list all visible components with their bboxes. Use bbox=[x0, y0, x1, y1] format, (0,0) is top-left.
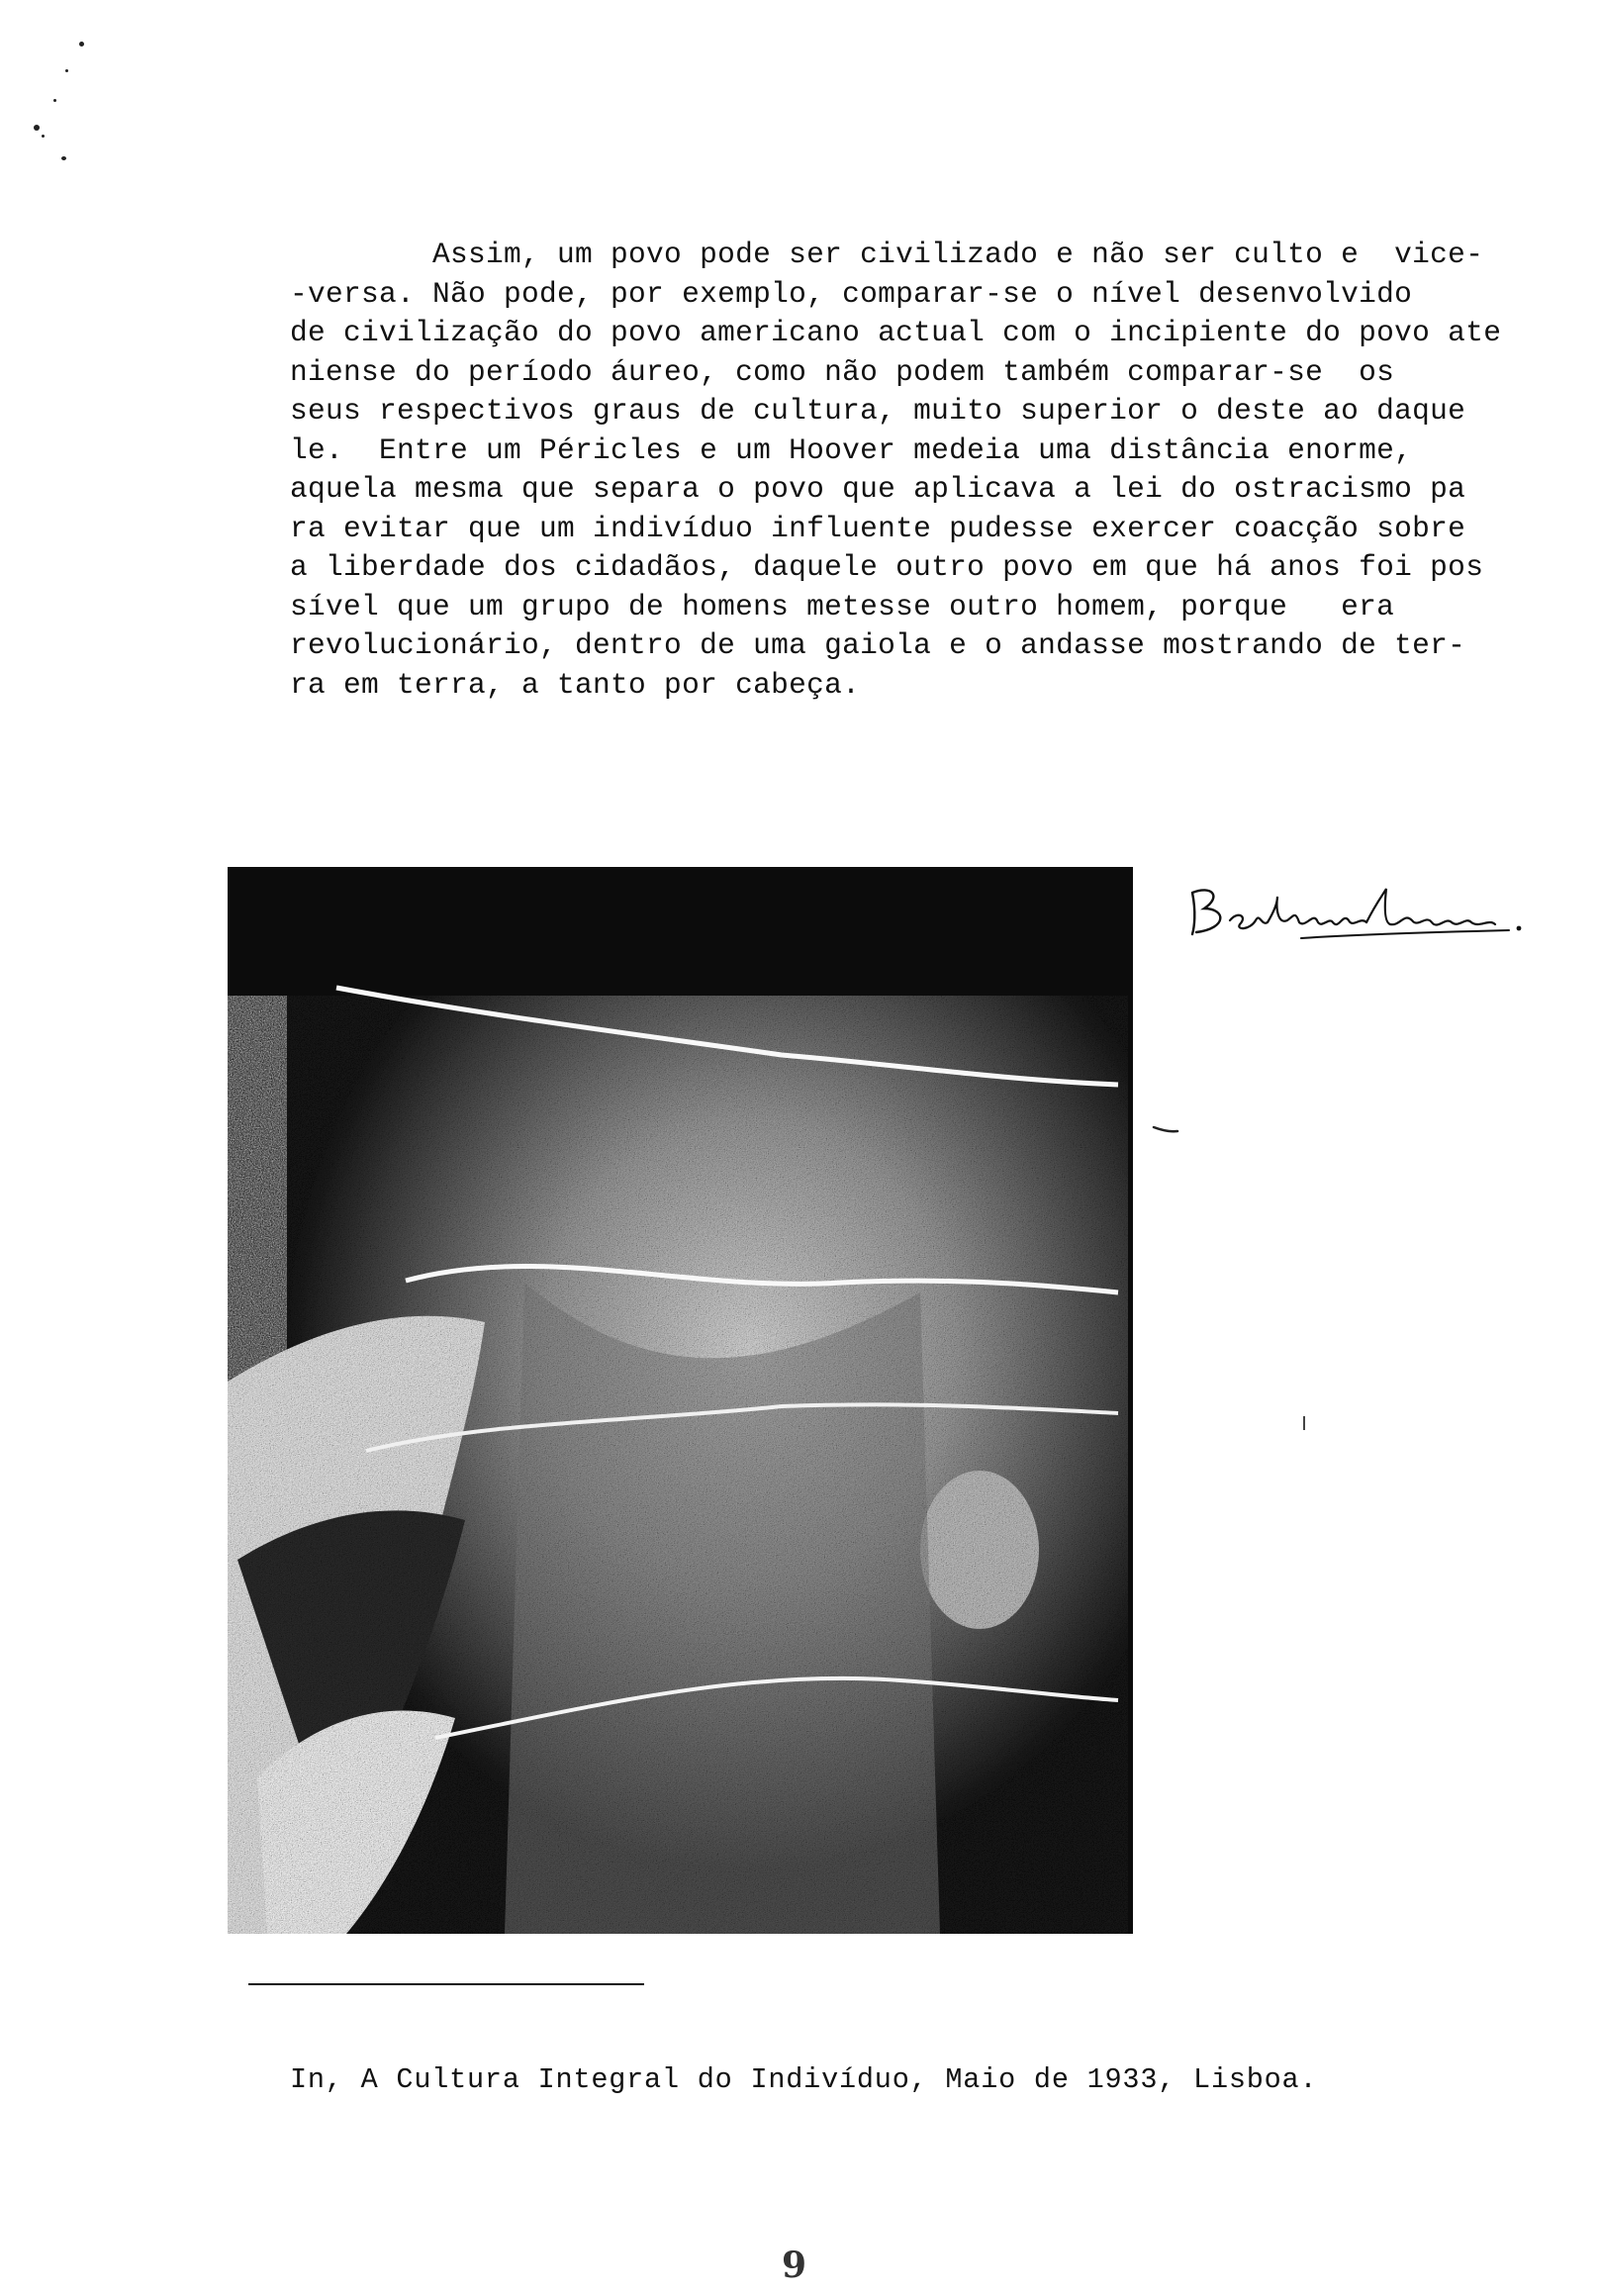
text-line: a liberdade dos cidadãos, daquele outro povo em que há anos foi pos bbox=[290, 550, 1484, 584]
photograph bbox=[228, 867, 1133, 1934]
text-line: ra evitar que um indivíduo influente pudesse exercer coacção sobre bbox=[290, 511, 1466, 545]
text-line: de civilização do povo americano actual com o incipiente do povo ate bbox=[290, 316, 1502, 349]
scan-speck bbox=[42, 135, 45, 138]
footnote-divider bbox=[248, 1983, 644, 1985]
text-line: seus respectivos graus de cultura, muito superior o deste ao daque bbox=[290, 394, 1466, 428]
scan-speck bbox=[79, 42, 84, 47]
text-line: aquela mesma que separa o povo que aplicava a lei do ostracismo pa bbox=[290, 472, 1466, 506]
page-number: 9 bbox=[782, 2245, 807, 2286]
scan-speck bbox=[34, 125, 40, 131]
scan-speck bbox=[53, 99, 56, 102]
text-line: -versa. Não pode, por exemplo, comparar-se o nível desenvolvido bbox=[290, 276, 1413, 311]
text-line: sível que um grupo de homens metesse outro homem, porque era bbox=[290, 589, 1395, 623]
text-line: ra em terra, a tanto por cabeça. bbox=[290, 667, 861, 702]
body-paragraph bbox=[290, 236, 1586, 705]
stray-tick-mark bbox=[1302, 1415, 1306, 1431]
handwritten-signature bbox=[1182, 873, 1558, 962]
footnote-citation: In, A Cultura Integral do Indivíduo, Maio de 1933, Lisboa. bbox=[290, 2063, 1318, 2096]
text-line: Assim, um povo pode ser civilizado e não ser culto e vice- bbox=[290, 238, 1484, 271]
text-line: niense do período áureo, como não podem também comparar-se os bbox=[290, 354, 1395, 389]
scan-speck bbox=[61, 156, 66, 160]
text-line: revolucionário, dentro de uma gaiola e o andasse mostrando de ter- bbox=[290, 628, 1466, 662]
stray-pen-mark bbox=[1152, 1124, 1179, 1134]
text-line: le. Entre um Péricles e um Hoover medeia uma distância enorme, bbox=[290, 432, 1413, 467]
scan-speck bbox=[65, 69, 68, 72]
